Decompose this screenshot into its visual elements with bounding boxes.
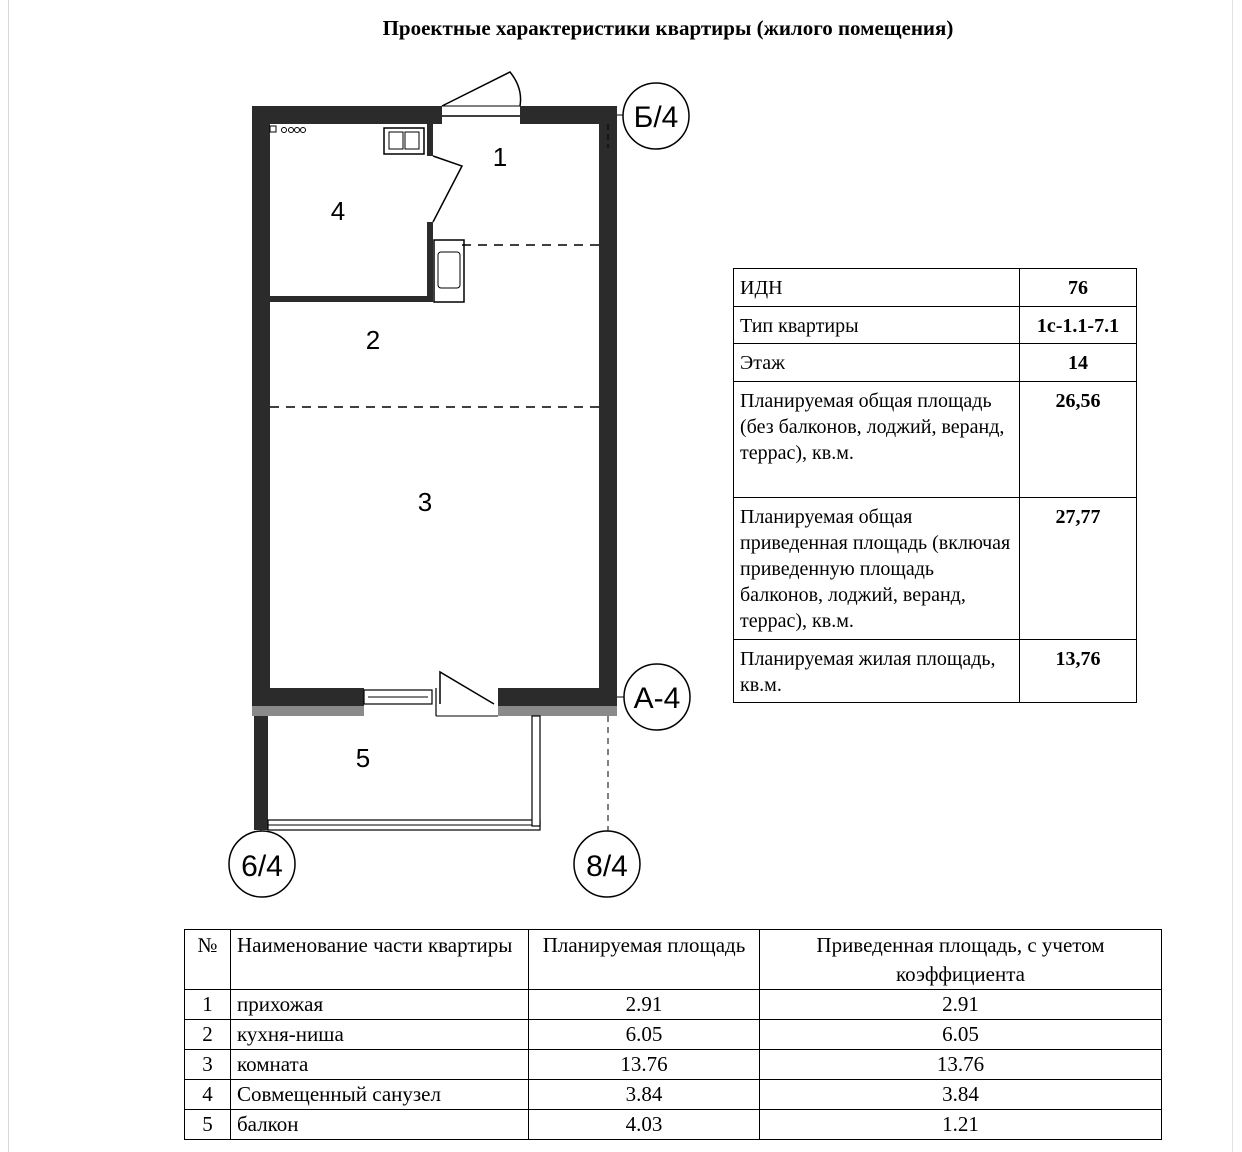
spec-row — [734, 344, 1137, 382]
wall-left — [252, 106, 270, 704]
room-number-5: 5 — [355, 743, 371, 773]
bathroom-wall-right-lower — [427, 222, 433, 302]
spec-row — [734, 382, 1137, 498]
spec-value: 26,56 — [1020, 382, 1137, 498]
room-number-2: 2 — [365, 325, 381, 355]
slab-edge-right — [498, 706, 617, 716]
spec-label: Планируемая общая приведенная площадь (включая приведенную площадь балконов, лоджий, веранд, террас), кв.м. — [734, 498, 1020, 640]
balcony-door-swing — [440, 672, 494, 704]
wall-bottom-left — [252, 688, 364, 706]
bathroom-wall-right-upper — [427, 124, 433, 156]
entry-door-swing — [442, 72, 521, 106]
spec-label: ИДН — [734, 269, 1020, 307]
table-row — [185, 990, 1162, 1020]
row-area: 4.03 — [529, 1110, 760, 1140]
bathroom-door-swing — [433, 156, 462, 222]
spec-label: Планируемая общая площадь (без балконов, лоджий, веранд, террас), кв.м. — [734, 382, 1020, 498]
header-area: Планируемая площадь — [529, 930, 760, 990]
spec-row — [734, 307, 1137, 344]
header-reduced-area: Приведенная площадь, с учетом коэффициента — [760, 930, 1162, 990]
row-name: прихожая — [231, 990, 529, 1020]
spec-label: Планируемая жилая площадь, кв.м. — [734, 640, 1020, 703]
row-reduced-area: 1.21 — [760, 1110, 1162, 1140]
spec-row — [734, 640, 1137, 703]
row-number: 1 — [185, 990, 231, 1020]
row-number: 4 — [185, 1080, 231, 1110]
row-reduced-area: 3.84 — [760, 1080, 1162, 1110]
axis-label-8-4: 8/4 — [586, 850, 628, 883]
row-number: 5 — [185, 1110, 231, 1140]
header-number: № — [185, 930, 231, 990]
spec-label: Тип квартиры — [734, 307, 1020, 344]
table-row — [185, 1020, 1162, 1050]
spec-row — [734, 269, 1137, 307]
row-area: 3.84 — [529, 1080, 760, 1110]
row-number: 2 — [185, 1020, 231, 1050]
wall-bottom-right — [498, 688, 617, 706]
row-area: 13.76 — [529, 1050, 760, 1080]
row-name: Совмещенный санузел — [231, 1080, 529, 1110]
spec-value: 14 — [1020, 344, 1137, 382]
axis-label-b4: Б/4 — [633, 101, 679, 134]
rooms-area-table — [184, 929, 1162, 1140]
row-reduced-area: 2.91 — [760, 990, 1162, 1020]
room-number-1: 1 — [492, 142, 508, 172]
table-row — [185, 1110, 1162, 1140]
row-reduced-area: 13.76 — [760, 1050, 1162, 1080]
spec-row — [734, 498, 1137, 640]
rooms-table-header — [185, 930, 1162, 990]
axis-label-6-4: 6/4 — [241, 850, 283, 883]
balcony-wall-left — [254, 716, 268, 830]
room-number-4: 4 — [330, 196, 346, 226]
wall-top-left — [252, 106, 442, 124]
stove-icon — [270, 126, 306, 133]
row-reduced-area: 6.05 — [760, 1020, 1162, 1050]
spec-label: Этаж — [734, 344, 1020, 382]
header-name: Наименование части квартиры — [231, 930, 529, 990]
table-row — [185, 1080, 1162, 1110]
document-title: Проектные характеристики квартиры (жилого помещения) — [382, 16, 954, 40]
table-row — [185, 1050, 1162, 1080]
row-name: комната — [231, 1050, 529, 1080]
wall-right — [599, 106, 617, 704]
balcony-glazing-right — [532, 716, 540, 826]
spec-value: 76 — [1020, 269, 1137, 307]
bathroom-wall-bottom — [268, 296, 432, 302]
spec-value: 27,77 — [1020, 498, 1137, 640]
axis-label-a4: А-4 — [633, 682, 681, 715]
row-area: 2.91 — [529, 990, 760, 1020]
row-number: 3 — [185, 1050, 231, 1080]
row-name: кухня-ниша — [231, 1020, 529, 1050]
room-number-3: 3 — [417, 487, 433, 517]
slab-edge-left — [252, 706, 364, 716]
row-area: 6.05 — [529, 1020, 760, 1050]
spec-value: 1с-1.1-7.1 — [1020, 307, 1137, 344]
spec-value: 13,76 — [1020, 640, 1137, 703]
row-name: балкон — [231, 1110, 529, 1140]
apartment-specs-table — [733, 268, 1137, 703]
